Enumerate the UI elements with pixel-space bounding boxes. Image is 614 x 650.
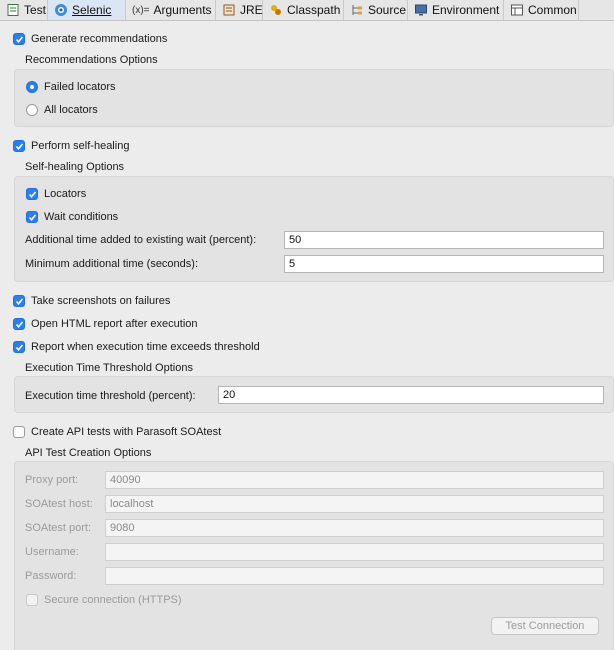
jre-icon [222,3,236,17]
execution-threshold-input[interactable]: 20 [218,386,604,404]
environment-icon [414,3,428,17]
generate-recommendations-row[interactable] [13,33,167,45]
selenic-icon [54,3,68,17]
proxy-port-input[interactable]: 40090 [105,471,604,489]
classpath-icon [269,3,283,17]
tab-arguments[interactable] [126,0,216,20]
tab-source[interactable] [344,0,408,20]
proxy-port-label: Proxy port: [25,474,79,486]
minimum-time-label: Minimum additional time (seconds): [25,258,199,270]
locators-row[interactable] [26,188,86,200]
all-locators-radio[interactable] [26,104,38,116]
tab-selenic-label: Selenic [72,3,112,17]
tab-common-label: Common [528,3,577,17]
perform-self-healing-checkbox[interactable] [13,140,25,152]
soatest-port-input[interactable]: 9080 [105,519,604,537]
wait-conditions-label: Wait conditions [44,211,119,223]
api-group-title: API Test Creation Options [25,447,152,459]
open-report-row[interactable] [13,318,198,330]
threshold-group-title: Execution Time Threshold Options [25,362,193,374]
additional-time-input[interactable]: 50 [284,231,604,249]
test-icon [6,3,20,17]
tab-classpath[interactable] [263,0,344,20]
create-api-tests-checkbox[interactable] [13,426,25,438]
recommendations-group-title: Recommendations Options [25,54,158,66]
tab-jre[interactable] [216,0,263,20]
tab-test[interactable] [0,0,48,20]
secure-connection-label: Secure connection (HTTPS) [44,594,182,606]
generate-recommendations-label: Generate recommendations [31,33,168,45]
common-icon [510,3,524,17]
recommendations-options-group [14,69,614,127]
wait-conditions-row[interactable] [26,211,118,223]
perform-self-healing-row[interactable] [13,140,129,152]
tab-source-label: Source [368,3,407,17]
take-screenshots-row[interactable] [13,295,170,307]
username-input[interactable] [105,543,604,561]
tab-classpath-label: Classpath [287,3,341,17]
secure-connection-checkbox[interactable] [26,594,38,606]
tab-common[interactable] [504,0,579,20]
secure-connection-row[interactable] [26,594,182,606]
password-input[interactable] [105,567,604,585]
source-icon [350,3,364,17]
test-connection-button[interactable]: Test Connection [491,617,599,635]
locators-checkbox[interactable] [26,188,38,200]
all-locators-label: All locators [44,104,98,116]
tab-selenic[interactable] [48,0,126,20]
failed-locators-option[interactable] [26,81,116,93]
perform-self-healing-label: Perform self-healing [31,140,130,152]
take-screenshots-label: Take screenshots on failures [31,295,171,307]
soatest-port-label: SOAtest port: [25,522,92,534]
tab-test-label: Test [24,3,47,17]
password-label: Password: [25,570,77,582]
soatest-host-label: SOAtest host: [25,498,93,510]
username-label: Username: [25,546,79,558]
wait-conditions-checkbox[interactable] [26,211,38,223]
failed-locators-radio[interactable] [26,81,38,93]
launch-config-tabbar [0,0,614,21]
all-locators-option[interactable] [26,104,98,116]
report-threshold-label: Report when execution time exceeds threshold [31,341,260,353]
tab-environment[interactable] [408,0,504,20]
create-api-tests-label: Create API tests with Parasoft SOAtest [31,426,222,438]
arguments-icon: (x)= [132,4,150,16]
minimum-time-input[interactable]: 5 [284,255,604,273]
take-screenshots-checkbox[interactable] [13,295,25,307]
open-report-label: Open HTML report after execution [31,318,198,330]
tab-environment-label: Environment [432,3,500,17]
tab-jre-label: JRE [240,3,263,17]
additional-time-label: Additional time added to existing wait (percent): [25,234,257,246]
self-healing-group-title: Self-healing Options [25,161,125,173]
execution-threshold-label: Execution time threshold (percent): [25,390,196,402]
generate-recommendations-checkbox[interactable] [13,33,25,45]
failed-locators-label: Failed locators [44,81,116,93]
create-api-tests-row[interactable] [13,426,221,438]
report-threshold-checkbox[interactable] [13,341,25,353]
locators-label: Locators [44,188,87,200]
tab-arguments-label: Arguments [153,3,212,17]
open-report-checkbox[interactable] [13,318,25,330]
soatest-host-input[interactable]: localhost [105,495,604,513]
report-threshold-row[interactable] [13,341,260,353]
